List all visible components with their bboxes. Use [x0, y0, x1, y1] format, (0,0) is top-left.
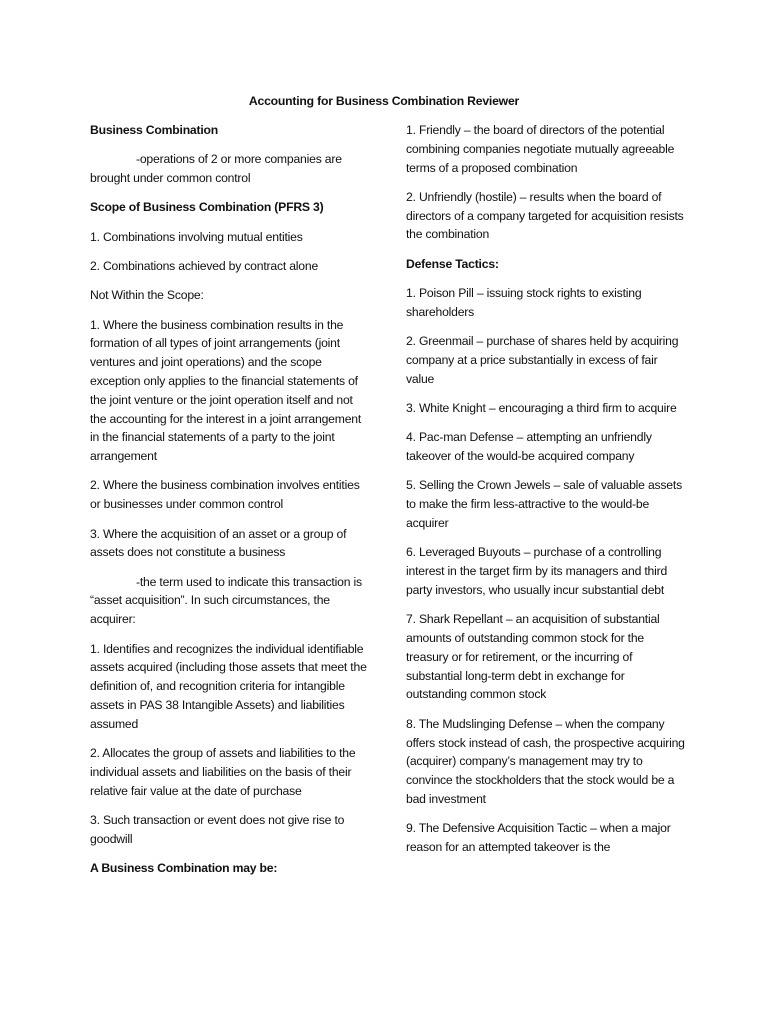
section-heading: Scope of Business Combination (PFRS 3): [90, 200, 324, 215]
paragraph: Not Within the Scope:: [90, 288, 204, 303]
section-heading: Defense Tactics:: [406, 256, 499, 271]
paragraph: 8. The Mudslinging Defense – when the company offers stock instead of cash, the prospective acquiring (acquirer) company’s management may try to convince the stockholders that the stock would be a bad investment: [406, 716, 685, 806]
paragraph: 1. Poison Pill – issuing stock rights to existing shareholders: [406, 286, 642, 319]
paragraph: 2. Greenmail – purchase of shares held by acquiring company at a price substantially in excess of fair value: [406, 334, 679, 386]
paragraph: 2. Allocates the group of assets and liabilities to the individual assets and liabilities on the basis of their relative fair value at the date of purchase: [90, 746, 356, 798]
paragraph: 9. The Defensive Acquisition Tactic – when a major reason for an attempted takeover is the: [406, 821, 671, 854]
left-column: [90, 121, 372, 888]
paragraph: 2. Unfriendly (hostile) – results when the board of directors of a company targeted for acquisition resists the combination: [406, 189, 684, 242]
paragraph: 3. White Knight – encouraging a third firm to acquire: [406, 401, 677, 416]
paragraph: 1. Friendly – the board of directors of the potential combining companies negotiate mutually agreeable terms of a proposed combination: [406, 123, 675, 175]
right-column: [406, 121, 688, 867]
paragraph: 1. Where the business combination results in the formation of all types of joint arrangements (joint ventures and joint operations) and the scope exception only applies to the financial statements of the joint venture or the joint operation itself and not the accounting for the interest in a joint arrangement in the financial statements of a party to the joint arrangement: [90, 317, 362, 464]
paragraph: 4. Pac-man Defense – attempting an unfriendly takeover of the would-be acquired company: [406, 430, 652, 464]
paragraph: 1. Combinations involving mutual entities: [90, 229, 303, 244]
paragraph: 6. Leveraged Buyouts – purchase of a controlling interest in the target firm by its managers and third party investors, who usually incur substantial debt: [406, 545, 668, 597]
paragraph: 2. Where the business combination involves entities or businesses under common control: [90, 478, 360, 512]
paragraph: 3. Such transaction or event does not give rise to goodwill: [90, 812, 345, 846]
paragraph: 1. Identifies and recognizes the individual identifiable assets acquired (including those assets that meet the definition of, and recognition criteria for intangible assets in PAS 38 Intangible Assets) and liabilities assumed: [90, 641, 367, 731]
paragraph: 5. Selling the Crown Jewels – sale of valuable assets to make the firm less-attractive to the would-be acquirer: [406, 478, 682, 531]
section-heading: Business Combination: [90, 123, 219, 137]
document-title: Accounting for Business Combination Reviewer: [248, 94, 520, 108]
paragraph: -operations of 2 or more companies are brought under common control: [90, 152, 342, 186]
paragraph: 7. Shark Repellant – an acquisition of substantial amounts of outstanding common stock for the treasury or for retirement, or the incurring of substantial long-term debt in exchange for outstanding common stock: [406, 612, 660, 702]
paragraph: -the term used to indicate this transaction is “asset acquisition”. In such circumstances, the acquirer:: [90, 574, 362, 627]
section-heading: A Business Combination may be:: [90, 861, 278, 875]
paragraph: 2. Combinations achieved by contract alone: [90, 258, 319, 273]
paragraph: 3. Where the acquisition of an asset or a group of assets does not constitute a business: [90, 526, 347, 560]
